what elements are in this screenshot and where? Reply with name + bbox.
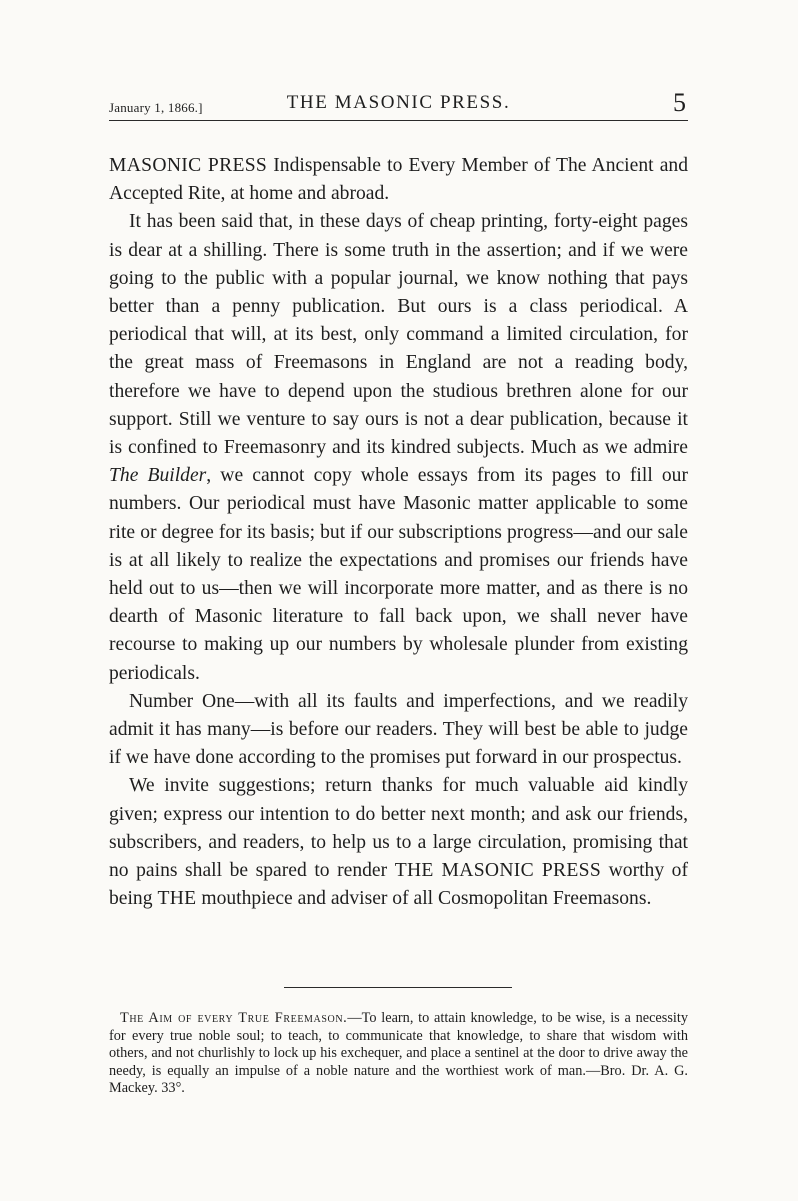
paragraph-4-text-a: We invite suggestions; return thanks for much valuable aid kindly given; express our intention to do better next month; and ask our friends, subscribers, and readers, to help us to a large circulation, promising that no pains shall be spared to render xyxy=(109,775,688,882)
section-divider xyxy=(284,987,512,988)
masonic-press-caps-2: THE MASONIC PRESS xyxy=(394,860,602,882)
paragraph-1 xyxy=(109,152,688,208)
paragraph-1-text: Indispensable to Every Member of The Ancient and Accepted Rite, at home and abroad. xyxy=(109,155,688,205)
footnote xyxy=(109,1010,688,1098)
the-caps: THE xyxy=(157,888,197,910)
page-number: 5 xyxy=(673,88,686,117)
paragraph-4-text-c: mouthpiece and adviser of all Cosmopolitan Freemasons. xyxy=(196,888,652,910)
paragraph-4-text-b: worthy of being xyxy=(109,860,689,910)
header-rule xyxy=(109,120,688,121)
running-header xyxy=(109,88,688,118)
masonic-press-caps: MASONIC PRESS xyxy=(109,155,268,176)
paragraph-2-text-b: , we cannot copy whole essays from its pages to fill our numbers. Our periodical must have Masonic matter applicable to some rite or degree for its basis; but if our subscriptions progress—and our sale is at all likely to realize the expectations and promises our friends have held out to us—then we will incorporate more matter, and as there is no dearth of Masonic literature to fall back upon, we shall never have recourse to making up our numbers by wholesale plunder from existing periodicals. xyxy=(109,465,688,684)
footnote-text: —To learn, to attain knowledge, to be wise, is a necessity for every true noble soul; to teach, to communicate that knowledge, to share that wisdom with others, and not churlishly to lock up his exchequer, and place a sentinel at the door to drive away the needy, is equally an impulse of a noble nature and the worthiest work of man.—Bro. Dr. A. G. Mackey. 33°. xyxy=(109,1010,688,1097)
footnote-lead: The Aim of every True Freemason. xyxy=(120,1010,348,1026)
footnote-paragraph xyxy=(109,1010,688,1098)
paragraph-2-text-a: It has been said that, in these days of cheap printing, forty-eight pages is dear at a shilling. There is some truth in the assertion; and if we were going to the public with a popular journal, we know nothing that pays better than a penny publication. But ours is a class periodical. A periodical that will, at its best, only command a limited circulation, for the great mass of Freemasons in England are not a reading body, therefore we have to depend upon the studious brethren alone for our support. Still we venture to say ours is not a dear publication, because it is confined to Freemasonry and its kindred subjects. Much as we admire xyxy=(109,211,688,459)
header-date: January 1, 1866.] xyxy=(109,100,203,115)
paragraph-2 xyxy=(109,208,688,687)
header-title: THE MASONIC PRESS. xyxy=(286,92,511,113)
article-body xyxy=(109,152,688,913)
builder-title: The Builder xyxy=(109,465,207,487)
paragraph-4 xyxy=(109,772,688,913)
paragraph-3: Number One—with all its faults and imperfections, and we readily admit it has many—is before our readers. They will best be able to judge if we have done according to the promises put forward in our prospectus. xyxy=(109,690,688,769)
